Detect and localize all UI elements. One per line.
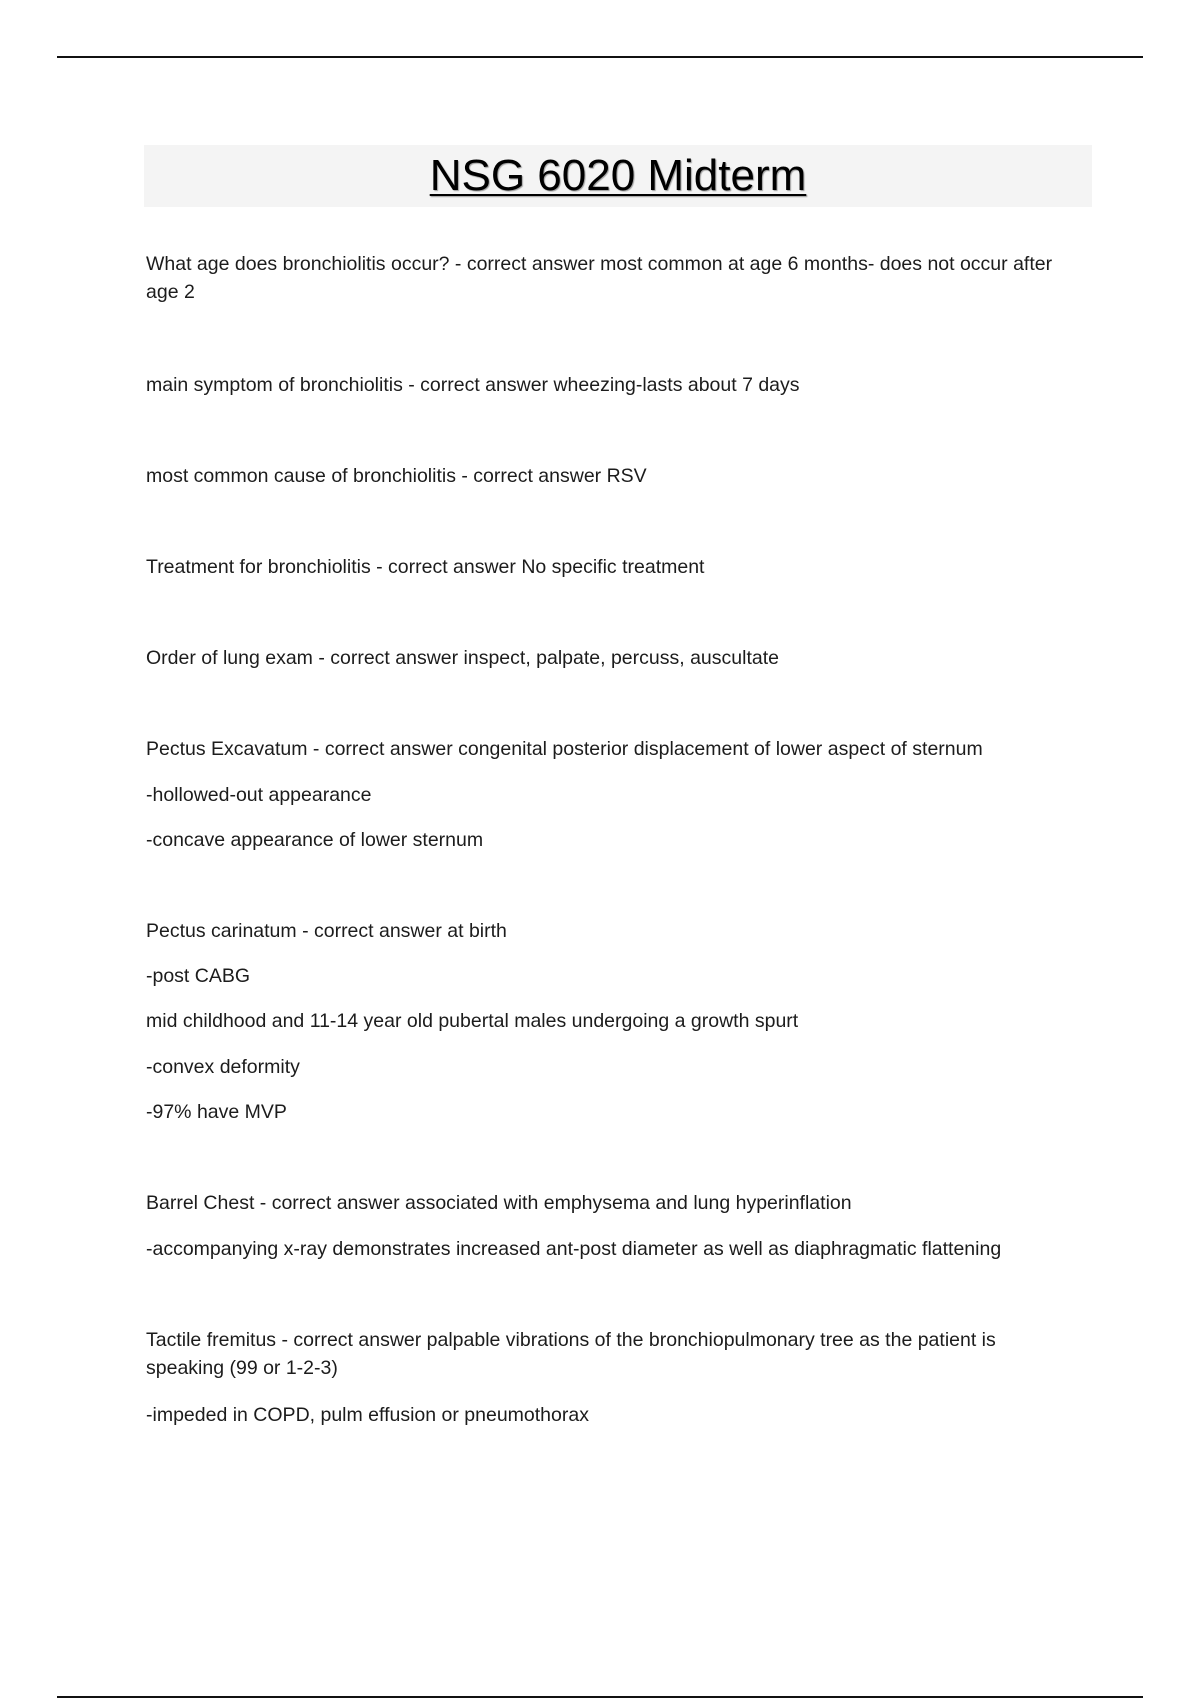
qa-pectus-carinatum-detail-1: -post CABG: [146, 965, 251, 987]
qa-pectus-carinatum-detail-3: -convex deformity: [146, 1056, 300, 1078]
qa-barrel-chest: Barrel Chest - correct answer associated with emphysema and lung hyperinflation: [146, 1192, 852, 1214]
qa-pectus-carinatum-detail-2: mid childhood and 11-14 year old pubertal males undergoing a growth spurt: [146, 1010, 799, 1032]
qa-bronchiolitis-cause: most common cause of bronchiolitis - correct answer RSV: [146, 465, 647, 487]
bottom-rule: [57, 1696, 1143, 1698]
qa-lung-exam-order: Order of lung exam - correct answer inspect, palpate, percuss, auscultate: [146, 647, 779, 669]
qa-pectus-excavatum: Pectus Excavatum - correct answer congenital posterior displacement of lower aspect of sternum: [146, 738, 983, 760]
qa-tactile-fremitus: Tactile fremitus - correct answer palpable vibrations of the bronchiopulmonary tree as the patient is speaking (99 or 1-2-3): [146, 1329, 996, 1379]
qa-bronchiolitis-treatment: Treatment for bronchiolitis - correct answer No specific treatment: [146, 556, 705, 578]
title-band: [144, 145, 1092, 207]
top-rule: [57, 56, 1143, 58]
qa-pectus-excavatum-detail-1: -hollowed-out appearance: [146, 784, 372, 806]
qa-bronchiolitis-age: What age does bronchiolitis occur? - correct answer most common at age 6 months- does not occur after age 2: [146, 253, 1053, 303]
qa-tactile-fremitus-detail-1: -impeded in COPD, pulm effusion or pneumothorax: [146, 1404, 589, 1426]
qa-barrel-chest-detail-1: -accompanying x-ray demonstrates increased ant-post diameter as well as diaphragmatic flattening: [146, 1238, 1002, 1260]
qa-pectus-excavatum-detail-2: -concave appearance of lower sternum: [146, 829, 484, 851]
qa-pectus-carinatum-detail-4: -97% have MVP: [146, 1101, 287, 1123]
page-title: NSG 6020 Midterm: [429, 151, 807, 200]
qa-bronchiolitis-symptom: main symptom of bronchiolitis - correct answer wheezing-lasts about 7 days: [146, 374, 800, 396]
qa-pectus-carinatum: Pectus carinatum - correct answer at birth: [146, 920, 507, 942]
